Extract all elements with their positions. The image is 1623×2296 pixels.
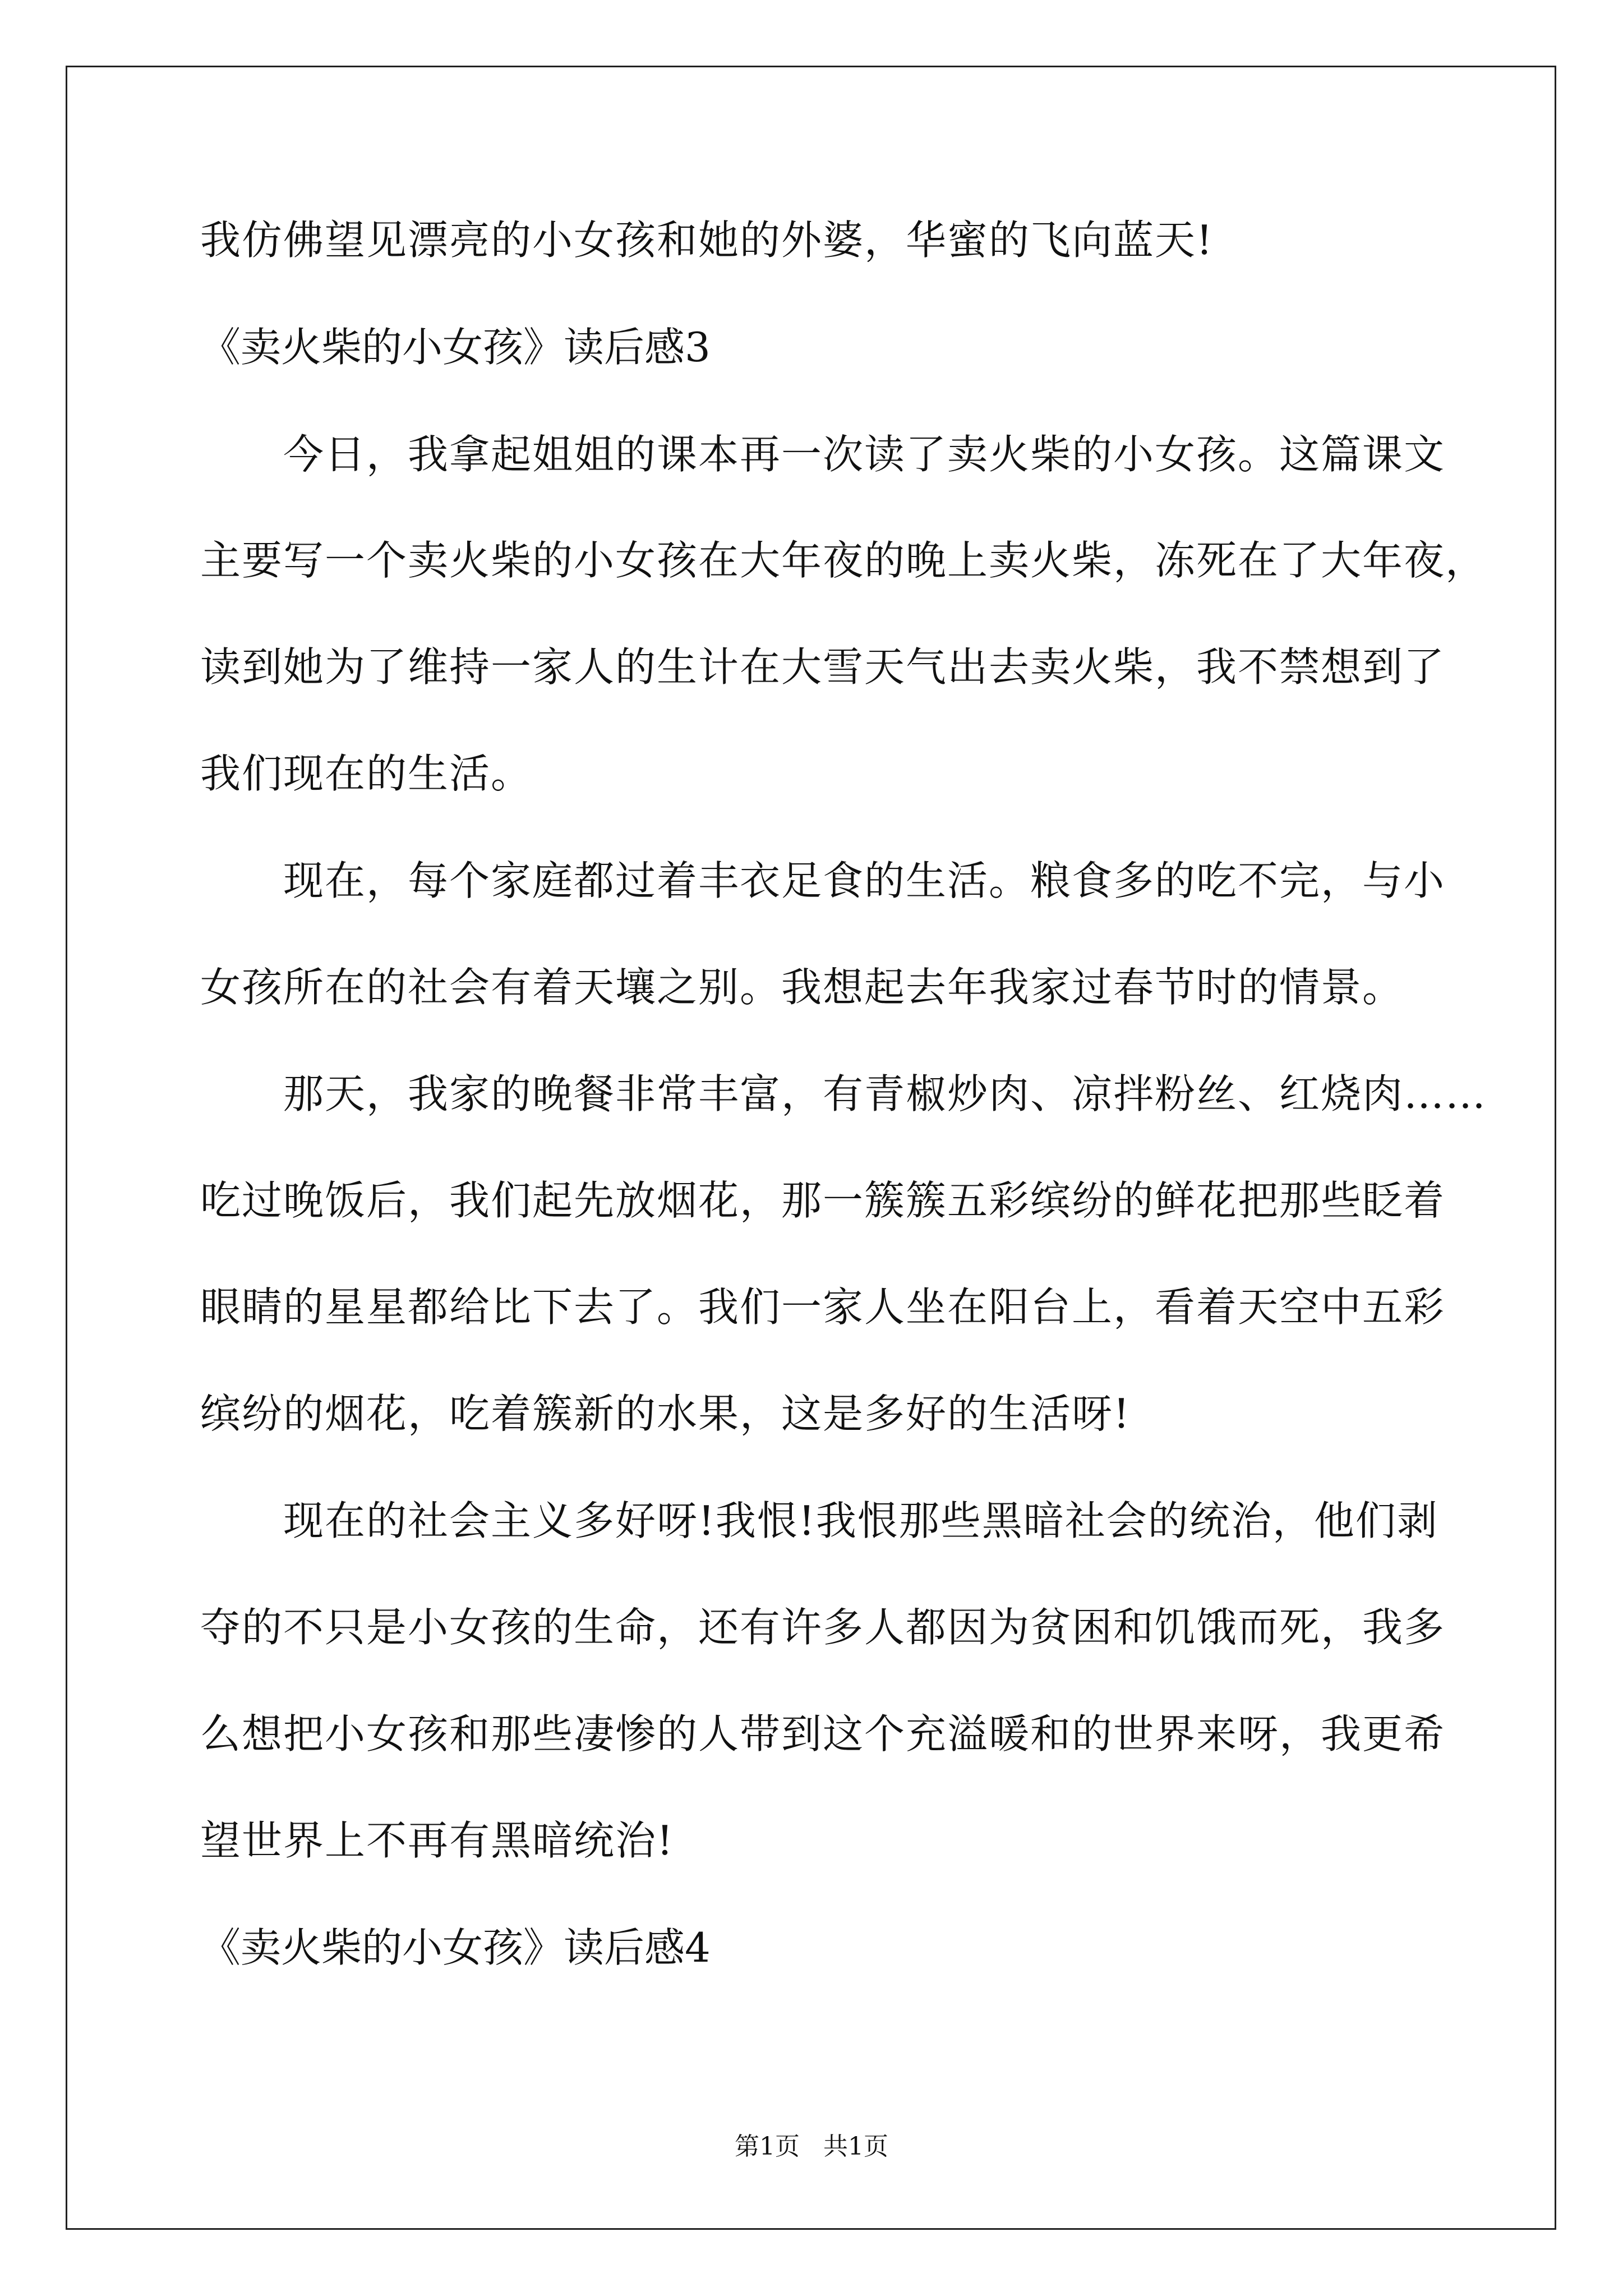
paragraph-4-line-4: 望世界上不再有黑暗统治! [200,1817,674,1864]
section-title-3: 《卖火柴的小女孩》读后感3 [200,324,711,371]
paragraph-1-line-4: 我们现在的生活。 [200,750,533,797]
paragraph-2-line-1: 现在，每个家庭都过着丰衣足食的生活。粮食多的吃不完，与小 [283,857,1446,904]
paragraph-4-line-2: 夺的不只是小女孩的生命，还有许多人都因为贫困和饥饿而死，我多 [200,1604,1446,1651]
paragraph-4-line-1: 现在的社会主义多好呀!我恨!我恨那些黑暗社会的统治，他们剥 [283,1497,1438,1544]
text-line-1: 我仿佛望见漂亮的小女孩和她的外婆，华蜜的飞向蓝天! [200,217,1214,264]
paragraph-1-line-1: 今日，我拿起姐姐的课本再一次读了卖火柴的小女孩。这篇课文 [283,431,1446,478]
paragraph-2-line-2: 女孩所在的社会有着天壤之别。我想起去年我家过春节时的情景。 [200,964,1404,1011]
paragraph-4-line-3: 么想把小女孩和那些凄惨的人带到这个充溢暖和的世界来呀，我更希 [200,1710,1446,1757]
paragraph-3-line-2: 吃过晚饭后，我们起先放烟花，那一簇簇五彩缤纷的鲜花把那些眨着 [200,1177,1446,1224]
paragraph-1-line-3: 读到她为了维持一家人的生计在大雪天气出去卖火柴，我不禁想到了 [200,643,1446,691]
section-title-4: 《卖火柴的小女孩》读后感4 [200,1924,711,1971]
paragraph-3-line-3: 眼睛的星星都给比下去了。我们一家人坐在阳台上，看着天空中五彩 [200,1283,1446,1331]
paragraph-1-line-2: 主要写一个卖火柴的小女孩在大年夜的晚上卖火柴，冻死在了大年夜， [200,537,1487,584]
page-border [66,66,1556,2230]
paragraph-3-line-4: 缤纷的烟花，吃着簇新的水果，这是多好的生活呀! [200,1390,1131,1437]
page-footer: 第1页 共1页 [735,2132,888,2161]
paragraph-3-line-1: 那天，我家的晚餐非常丰富，有青椒炒肉、凉拌粉丝、红烧肉…… [283,1070,1487,1117]
